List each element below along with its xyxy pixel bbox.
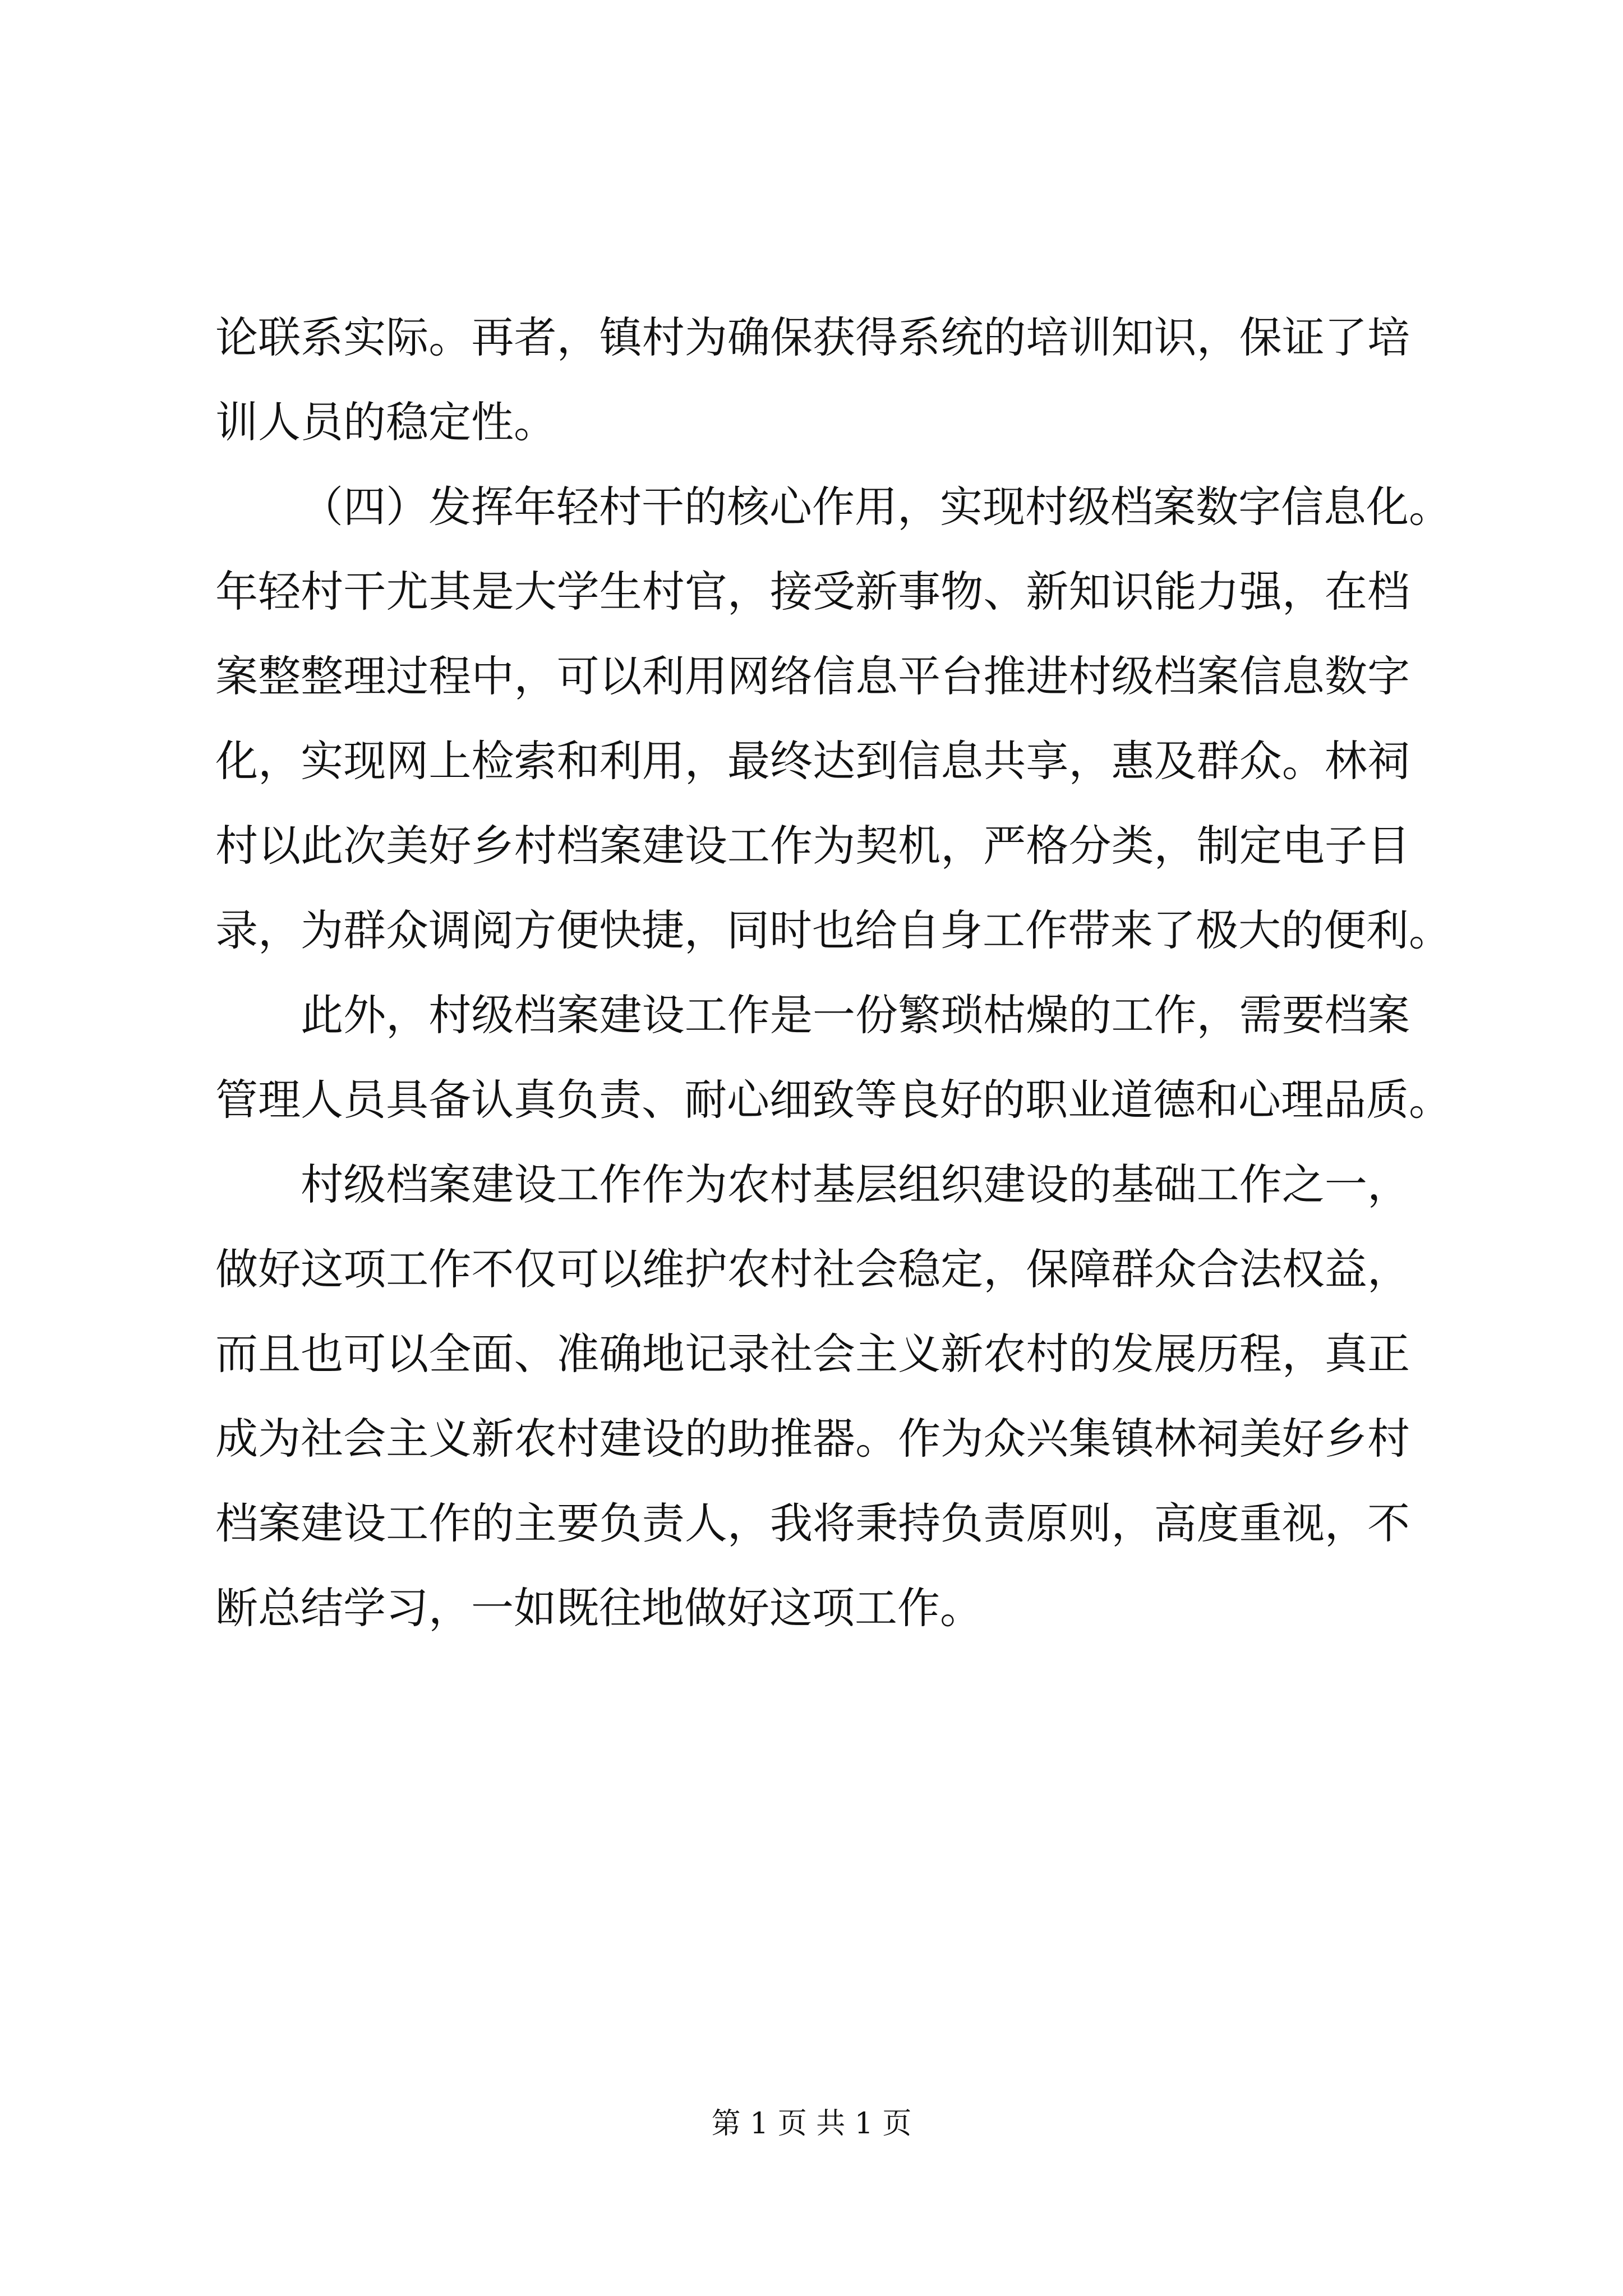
document-body (215, 295, 1451, 1650)
text-line: 断总结学习，一如既往地做好这项工作。 (215, 1583, 983, 1633)
text-line: 训人员的稳定性。 (215, 397, 556, 447)
text-line: 化，实现网上检索和利用，最终达到信息共享，惠及群众。林祠 (215, 736, 1410, 786)
text-line: 村级档案建设工作作为农村基层组织建设的基础工作之一， (301, 1159, 1410, 1209)
text-line: 成为社会主义新农村建设的助推器。作为众兴集镇林祠美好乡村 (215, 1414, 1410, 1464)
text-line: 做好这项工作不仅可以维护农村社会稳定，保障群众合法权益， (215, 1244, 1410, 1294)
text-line: 录，为群众调阅方便快捷，同时也给自身工作带来了极大的便利。 (215, 905, 1451, 955)
text-line: 此外，村级档案建设工作是一份繁琐枯燥的工作，需要档案 (301, 990, 1410, 1040)
text-line: 档案建设工作的主要负责人，我将秉持负责原则，高度重视，不 (215, 1498, 1410, 1548)
text-line: 年轻村干尤其是大学生村官，接受新事物、新知识能力强，在档 (215, 567, 1410, 616)
text-line: 管理人员具备认真负责、耐心细致等良好的职业道德和心理品质。 (215, 1075, 1451, 1125)
text-line: 而且也可以全面、准确地记录社会主义新农村的发展历程，真正 (215, 1329, 1410, 1379)
text-line: 村以此次美好乡村档案建设工作为契机，严格分类，制定电子目 (215, 821, 1410, 871)
text-line: 论联系实际。再者，镇村为确保获得系统的培训知识，保证了培 (215, 312, 1410, 362)
text-line: 案整整理过程中，可以利用网络信息平台推进村级档案信息数字 (215, 651, 1410, 701)
section-heading-line: （四）发挥年轻村干的核心作用，实现村级档案数字信息化。 (301, 482, 1451, 532)
page-footer: 第 1 页 共 1 页 (711, 2107, 912, 2141)
